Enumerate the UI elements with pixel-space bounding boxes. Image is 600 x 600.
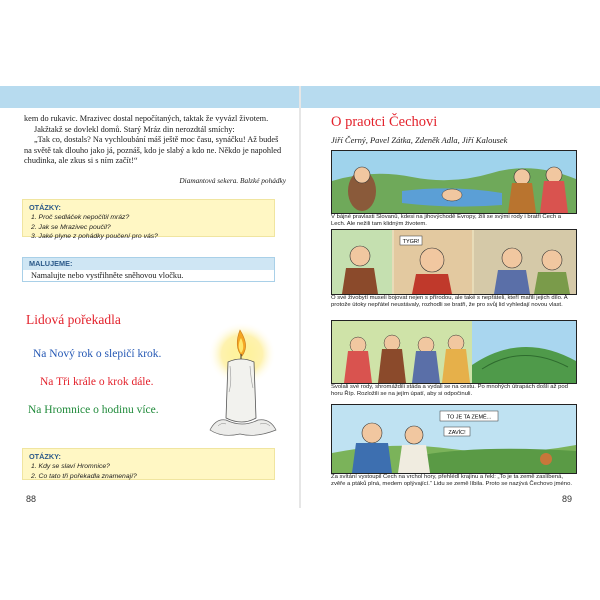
proverbs-heading: Lidová pořekadla [26,312,121,327]
proverb-1: Na Nový rok o slepičí krok. [33,348,162,360]
malujeme-box [22,257,275,282]
proverb-3: Na Hromnice o hodinu více. [28,404,159,416]
questions-title: OTÁZKY: [29,452,61,461]
top-color-band [0,86,299,108]
questions-box-1 [22,199,275,241]
story-heading: O praotci Čechovi [331,114,438,130]
story-text [24,114,288,167]
story-paragraph-3: „Tak co, dostals? Na vychloubání máš ještě moc času, synáčku! Až budeš na světě tak dlouho jako já, poznáš, kdo je slabý a kdo ne. Někdo je napohled chudinka, ale zkus si s ním začít!“ [24,135,282,166]
question-item: 3. Jaké plyne z pohádky poučení pro vás? [31,233,158,241]
comic-caption-4: Za svítání vystoupil Čech na vrchol hory, přehlédl krajinu a řekl: „To je ta země zaslíbená, zvěře a ptáků plná, medem oplývající.“ Lidu se země líbila. Proto se nazývá Čechovo jméno. [331,474,572,487]
comic-panel-3 [331,320,577,384]
candle-illustration [196,322,286,442]
page-number-right: 89 [561,494,572,504]
top-color-band [301,86,600,108]
story-authors: Jiří Černý, Pavel Zátka, Zdeněk Adla, Jiří Kalousek [331,135,508,145]
comic-panel-2 [331,229,577,295]
bubble-zavic: ZAVÍC! [448,430,466,436]
proverb-2: Na Tři krále o krok dále. [40,376,154,388]
question-item: 1. Kdy se slaví Hromnice? [31,463,110,470]
comic-caption-1: V bájné pravlasti Slovanů, kdesi na jihovýchodě Evropy, žili se svými rody i bratři Čech a Lech. Ale nežili tam klidným životem. [331,214,562,227]
bubble-tygr: TYGR! [402,239,420,245]
right-page [301,86,600,508]
page-number-left: 88 [26,494,37,504]
question-item: 2. Jak se Mrazivec poučil? [31,223,111,231]
question-item: 2. Co tato tři pořekadla znamenají? [31,472,137,480]
comic-caption-3: Svolali své rody, shromáždili stáda a vydali se na cestu. Po mnohých útrapách došli až pod horu Říp. Rozložili se na jejím úpatí, aby si odpočinuli. [331,384,568,397]
questions-box-2 [22,448,275,480]
comic-panel-4 [331,404,577,474]
questions-title: OTÁZKY: [29,203,61,212]
left-page [0,86,299,508]
malujeme-text: Namalujte nebo vystřihněte sněhovou vločku. [31,271,184,280]
book-spread [0,86,600,508]
question-item: 1. Proč sedláček nepočítil mráz? [31,214,130,221]
story-source: Diamantová sekera. Balzké pohádky [179,176,286,185]
story-paragraph-1: kem do rukavic. Mrazivec dostal nepočítaných, taktak že vyvázl životem. [24,114,269,123]
comic-panel-1 [331,150,577,214]
comic-caption-2: O své živobytí museli bojovat nejen s přírodou, ale také s nepřáteli, kteří mařili jejich dílo. A protože útoky nepřátel neustávaly, rozhodli se bratři, že pro svůj lid vyhledají novou vlast. [331,295,568,308]
story-paragraph-2: Jakžtakž se dovlekl domů. Starý Mráz din nerozdtál smíchy: [34,124,235,134]
bubble-zeme: TO JE TA ZEMĚ... [446,414,492,421]
malujeme-title: MALUJEME: [23,258,274,270]
